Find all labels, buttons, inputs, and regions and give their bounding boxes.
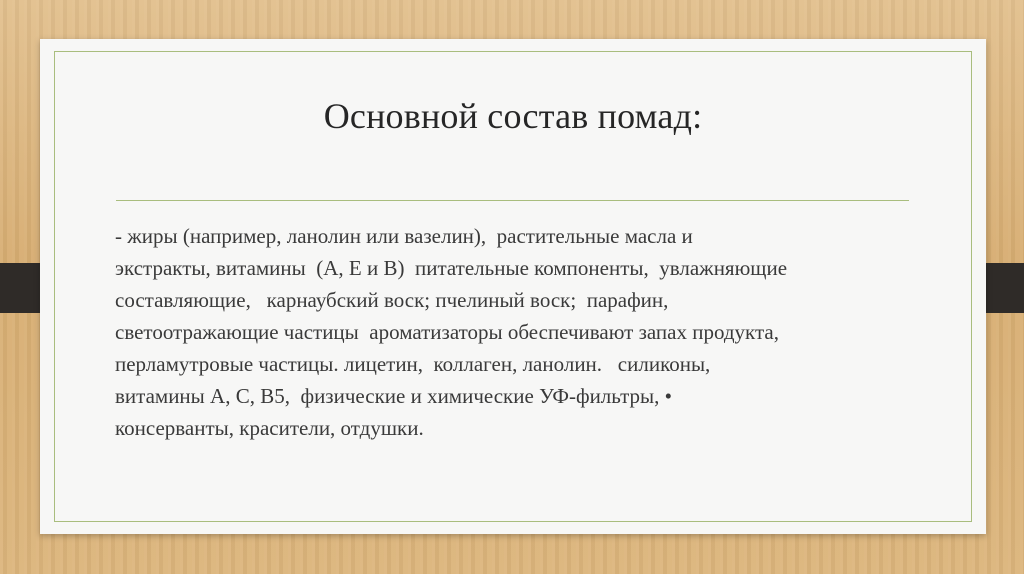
body-line: экстракты, витамины (А, Е и В) питательные компоненты, увлажняющие xyxy=(115,256,788,280)
body-line: перламутровые частицы. лицетин, коллаген, ланолин. силиконы, xyxy=(115,352,711,376)
body-line: светоотражающие частицы ароматизаторы обеспечивают запах продукта, xyxy=(115,320,779,344)
slide-body-text xyxy=(115,220,915,444)
body-line: консерванты, красители, отдушки. xyxy=(115,416,424,440)
body-line: - жиры (например, ланолин или вазелин), растительные масла и xyxy=(115,224,693,248)
title-divider xyxy=(116,200,909,201)
slide-title: Основной состав помад: xyxy=(323,96,703,136)
slide-card xyxy=(40,39,986,534)
body-line: составляющие, карнаубский воск; пчелиный воск; парафин, xyxy=(115,288,669,312)
body-line: витамины А, С, В5, физические и химические УФ-фильтры, • xyxy=(115,384,672,408)
